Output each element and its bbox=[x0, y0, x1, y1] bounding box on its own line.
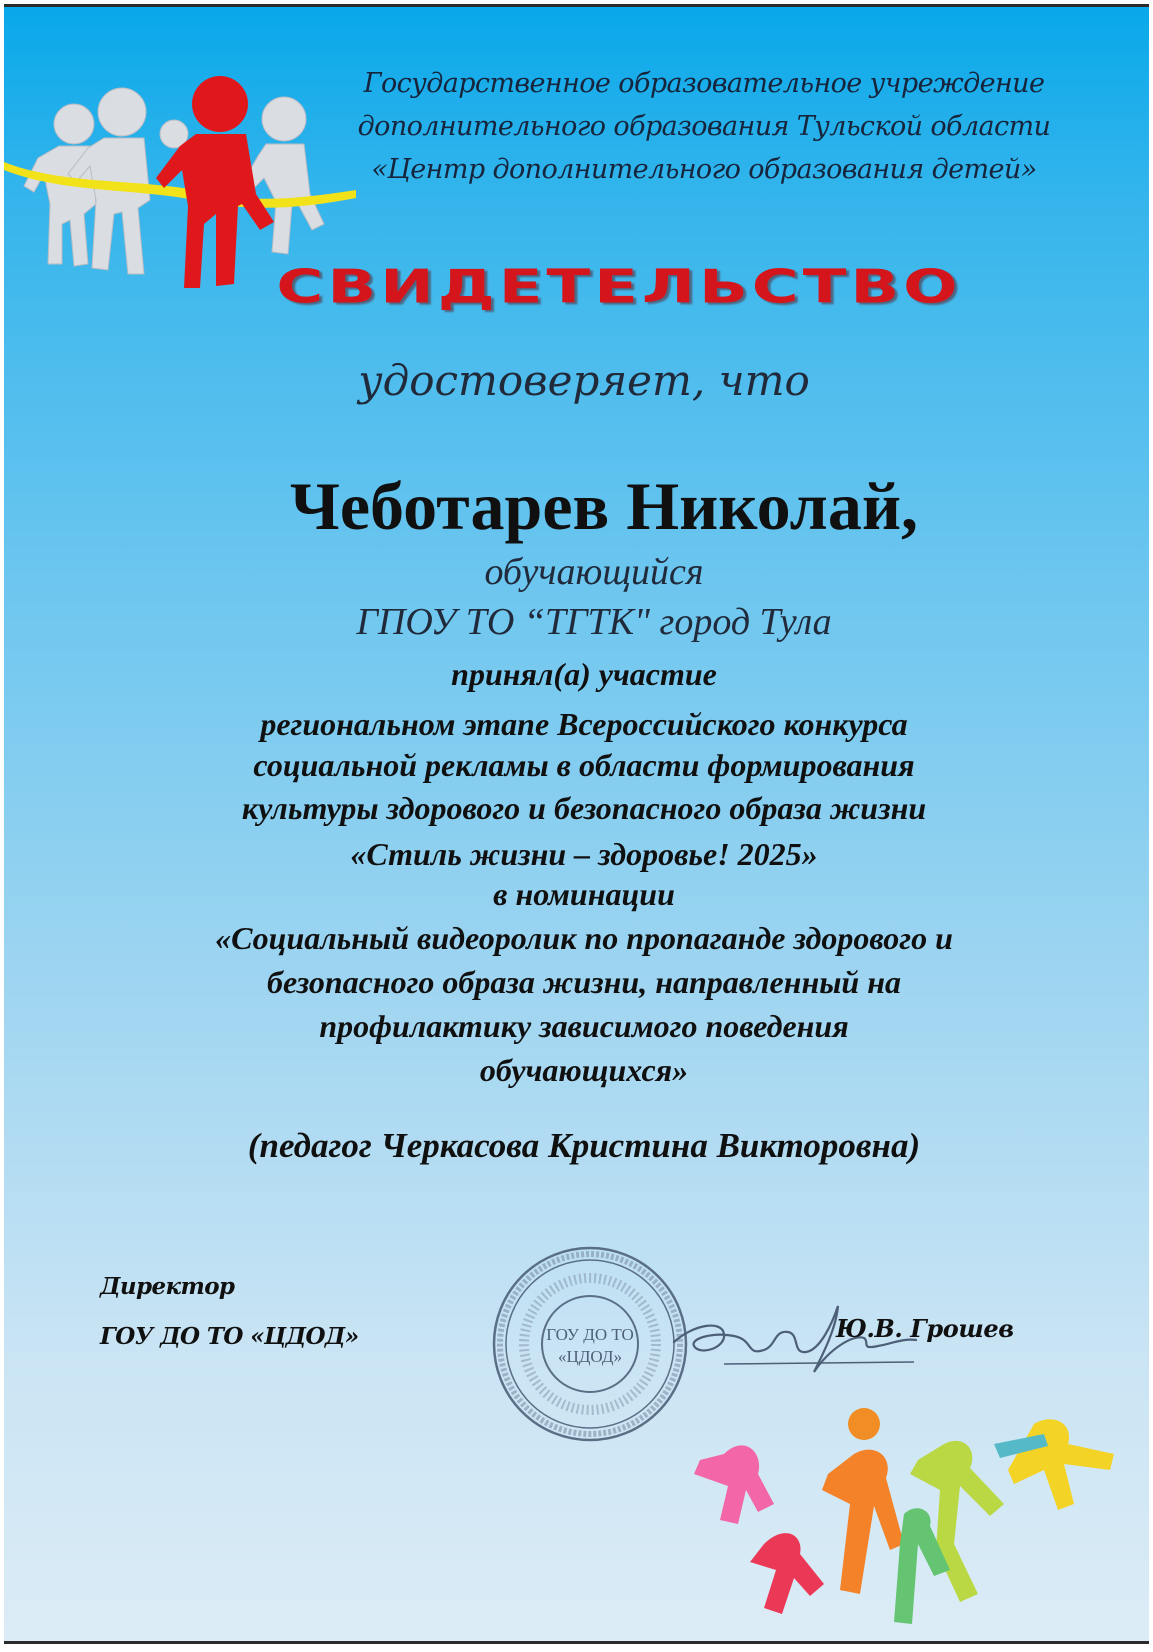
nomination-line-2: безопасного образа жизни, направленный на bbox=[267, 964, 901, 1000]
runner-head bbox=[98, 88, 146, 136]
signatory-name: Ю.В. Грошев bbox=[836, 1314, 1014, 1343]
recipient-name: Чеботарев Николай, bbox=[289, 468, 919, 544]
institution-line-3: «Центр дополнительного образования детей» bbox=[371, 154, 1037, 185]
participation-line: принял(а) участие bbox=[451, 656, 717, 692]
institution-header bbox=[334, 62, 1074, 191]
top-border bbox=[4, 4, 1149, 7]
signatory-block bbox=[100, 1262, 480, 1362]
certifies-text: удостоверяет, что bbox=[358, 356, 810, 405]
contest-name: «Стиль жизни – здоровье! 2025» bbox=[350, 836, 818, 872]
contest-line-1: региональном этапе Всероссийского конкурса bbox=[260, 706, 908, 742]
stamp-center-line-2: «ЦДОД» bbox=[558, 1347, 622, 1366]
signatory-organization: ГОУ ДО ТО «ЦДОД» bbox=[100, 1323, 359, 1350]
certificate bbox=[4, 4, 1149, 1644]
nomination-line-4: обучающихся» bbox=[479, 1052, 689, 1088]
nomination-label: в номинации bbox=[493, 876, 675, 912]
dancer-yellow bbox=[1008, 1419, 1114, 1510]
dancer-orange bbox=[822, 1450, 904, 1594]
institution-line-1: Государственное образовательное учреждение bbox=[363, 68, 1045, 99]
dancer-red bbox=[750, 1533, 824, 1614]
teacher-line: (педагог Черкасова Кристина Викторовна) bbox=[247, 1126, 921, 1165]
stamp-center-line-1: ГОУ ДО ТО bbox=[546, 1325, 634, 1344]
recipient-status: обучающийся bbox=[484, 551, 704, 593]
leader-head bbox=[192, 76, 248, 132]
institution-line-2: дополнительного образования Тульской области bbox=[357, 111, 1051, 142]
bottom-border bbox=[4, 1641, 1149, 1644]
nomination-line-1: «Социальный видеоролик по пропаганде здорового и bbox=[215, 920, 953, 956]
contest-line-3: культуры здорового и безопасного образа жизни bbox=[241, 790, 927, 826]
runner-head bbox=[54, 104, 94, 144]
runner-head bbox=[262, 97, 306, 141]
contest-line-2: социальной рекламы в области формирования bbox=[253, 747, 915, 783]
signatory-position: Директор bbox=[100, 1273, 235, 1300]
dancers-illustration bbox=[654, 1394, 1134, 1639]
nomination-line-3: профилактику зависимого поведения bbox=[319, 1008, 849, 1044]
certificate-title: СВИДЕТЕЛЬСТВО bbox=[276, 260, 962, 314]
recipient-organization: ГПОУ ТО “ТГТК" город Тула bbox=[356, 601, 832, 643]
dancer-pink bbox=[694, 1445, 774, 1524]
ball bbox=[848, 1408, 880, 1440]
